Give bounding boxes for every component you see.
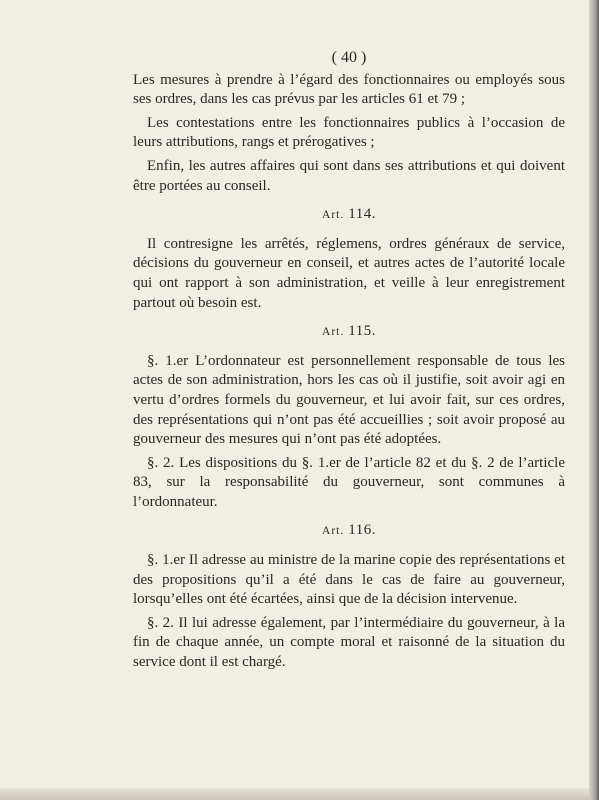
article-number: 115. <box>348 323 376 340</box>
paragraph: §. 1.er Il adresse au ministre de la marine copie des représentations et des propositions qu’il a été dans le cas de faire au gouverneur, lorsqu’elles ont été écartées, ainsi que de la décision intervenue. <box>133 552 565 608</box>
article-number: 116. <box>348 522 376 539</box>
paragraph: Les contestations entre les fonctionnaires publics à l’occasion de leurs attributions, rangs et prérogatives ; <box>133 114 565 151</box>
page-number: ( 40 ) <box>331 49 367 66</box>
article-label: Art. <box>322 525 345 538</box>
page-right-edge <box>589 0 599 800</box>
article-number: 114. <box>348 206 376 223</box>
page-text <box>133 48 565 677</box>
paragraph: §. 1.er L’ordonnateur est personnellement responsable de tous les actes de son administration, hors les cas où il justifie, soit avoir agi en vertu d’ordres formels du gouverneur, et lui avoir fait, sur ces ordres, des représentations qui n’ont pas été accueillies ; soit avoir proposé au gouverneur des mesures qui n’ont pas été adoptées. <box>133 352 565 448</box>
paragraph: Il contresigne les arrêtés, réglemens, ordres généraux de service, décisions du gouverneur en conseil, et autres actes de l’autorité locale qui ont rapport à son administration, et veille à leur enregistrement partout où besoin est. <box>133 235 565 311</box>
article-label: Art. <box>322 209 345 222</box>
page-bottom-edge <box>0 788 599 800</box>
article-heading <box>133 322 565 343</box>
paragraph: §. 2. Les dispositions du §. 1.er de l’article 82 et du §. 2 de l’article 83, sur la responsabilité du gouverneur, sont communes à l’ordonnateur. <box>133 454 565 510</box>
article-heading <box>133 205 565 226</box>
article-heading <box>133 521 565 542</box>
article-label: Art. <box>322 326 345 339</box>
paragraph: Enfin, les autres affaires qui sont dans ses attributions et qui doivent être portées au conseil. <box>133 157 565 194</box>
paragraph: Les mesures à prendre à l’égard des fonctionnaires ou employés sous ses ordres, dans les cas prévus par les articles 61 et 79 ; <box>133 71 565 108</box>
paragraph: §. 2. Il lui adresse également, par l’intermédiaire du gouverneur, à la fin de chaque année, un compte moral et raisonné de la situation du service dont il est chargé. <box>133 614 565 671</box>
